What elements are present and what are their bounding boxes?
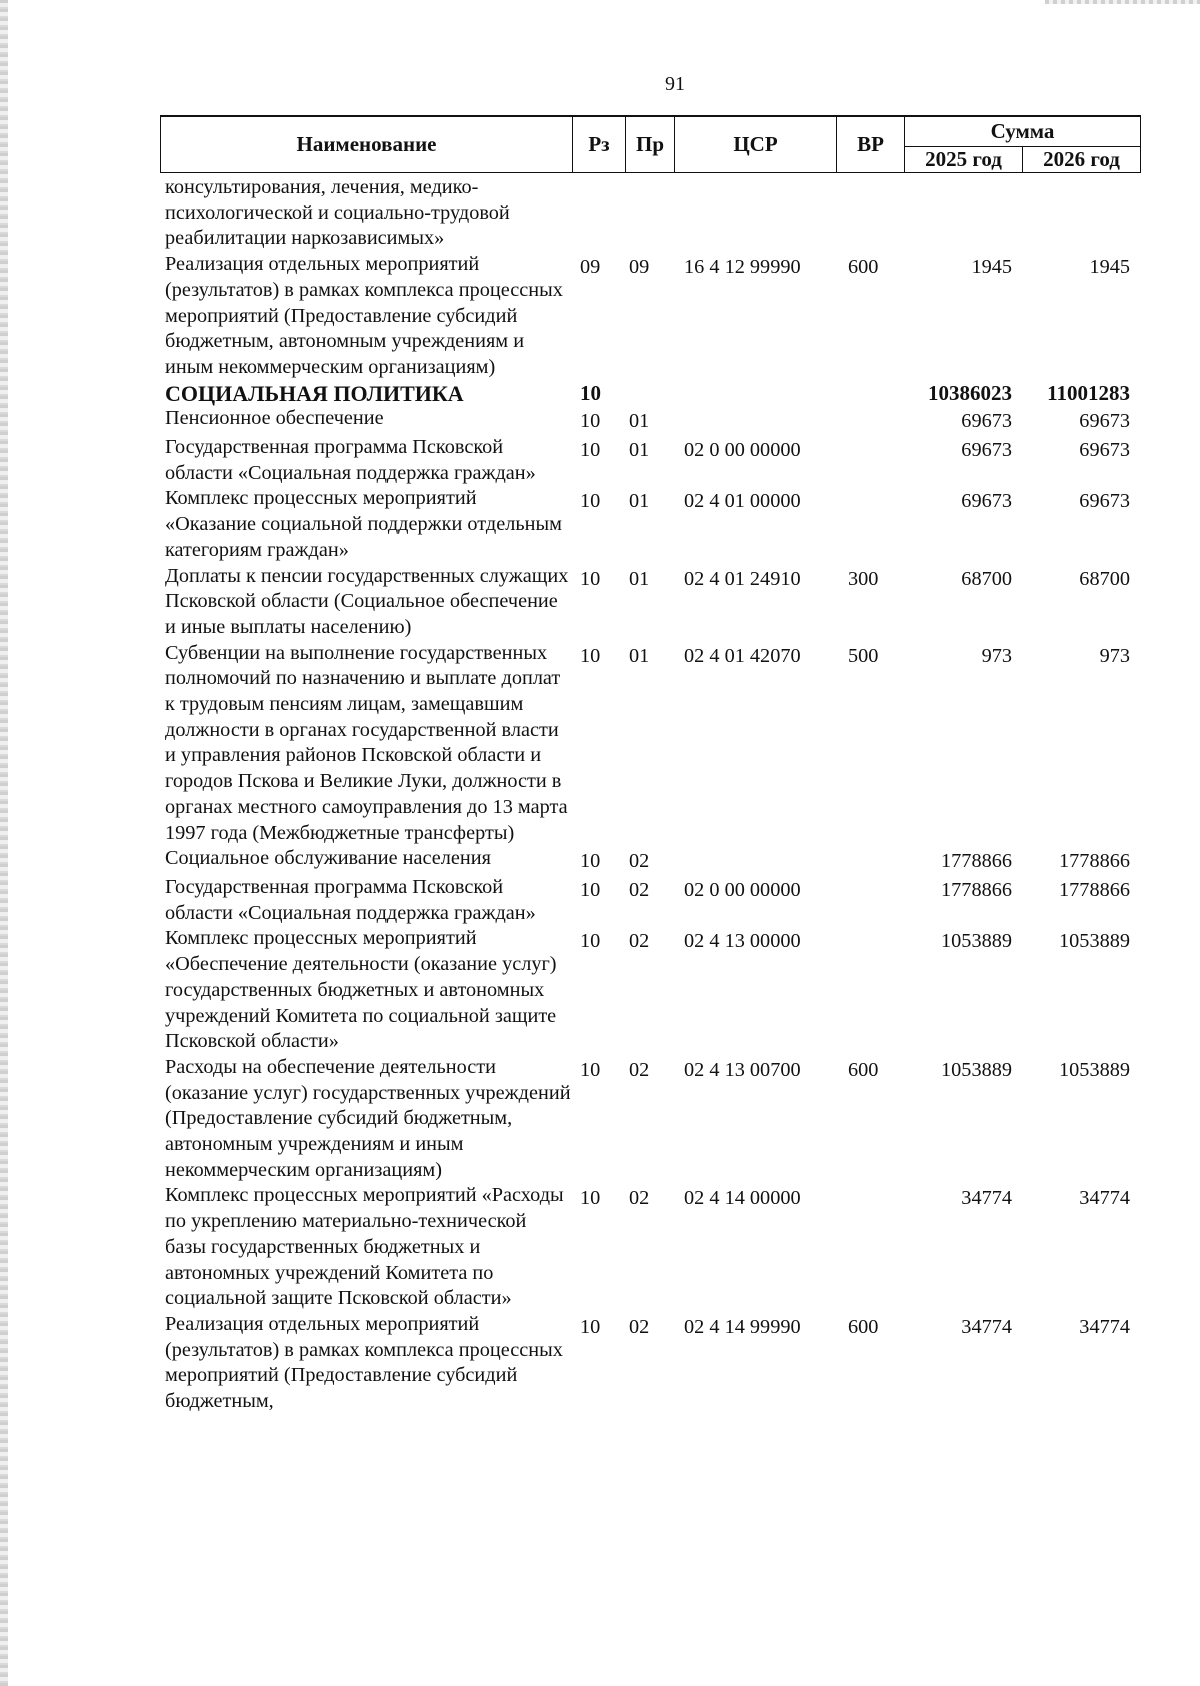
row-rz: 10 [580,930,601,953]
row-sum-2025: 973 [981,644,1012,667]
table-row [160,1312,1140,1415]
row-pr: 01 [629,490,650,513]
row-csr [674,406,836,435]
row-csr [674,381,836,407]
row-sum-2025 [904,175,1022,252]
budget-table [160,175,1140,1415]
row-vr [836,435,904,486]
row-name: консультирования, лечения, медико-психологической и социально-трудовой реабилитации наркозависимых» [165,176,510,250]
row-sum-2025: 34774 [961,1187,1012,1210]
row-rz: 10 [580,410,601,433]
table-row [160,875,1140,926]
table-row [160,641,1140,847]
row-csr: 02 4 14 99990 [684,1315,801,1338]
row-csr: 02 4 13 00700 [684,1058,801,1081]
row-pr: 01 [629,644,650,667]
row-sum-2026: 1053889 [1059,1058,1130,1081]
row-sum-2026: 69673 [1079,490,1130,513]
page-number: 91 [665,73,685,95]
row-csr: 16 4 12 99990 [684,256,801,279]
row-vr [836,175,904,252]
row-name: Реализация отдельных мероприятий (результатов) в рамках комплекса процессных мероприятий (Предоставление субсидий бюджетным, автономным учреждениям и иным некоммерческим организациям) [165,253,563,378]
row-rz [572,175,625,252]
row-sum-2025: 10386023 [928,380,1012,405]
table-row [160,846,1140,875]
table-row [160,926,1140,1055]
row-rz: 10 [580,490,601,513]
row-sum-2025: 69673 [961,490,1012,513]
row-name: Государственная программа Псковской области «Социальная поддержка граждан» [165,436,536,484]
header-year-2025: 2025 год [905,146,1023,172]
row-pr [625,381,674,407]
table-row [160,564,1140,641]
table-row [160,252,1140,381]
row-csr: 02 4 01 00000 [684,490,801,513]
row-name: Комплекс процессных мероприятий «Оказание социальной поддержки отдельным категориям граждан» [165,487,562,561]
row-sum-2026: 34774 [1079,1187,1130,1210]
header-year-2026: 2026 год [1023,146,1141,172]
row-sum-2026: 68700 [1079,567,1130,590]
table-row [160,1183,1140,1312]
row-csr: 02 4 01 24910 [684,567,801,590]
row-name: Социальное обслуживание населения [165,847,491,870]
row-pr: 02 [629,1058,650,1081]
row-vr [836,406,904,435]
row-sum-2025: 1945 [971,256,1012,279]
row-sum-2025: 1778866 [941,850,1012,873]
row-pr: 02 [629,850,650,873]
table-row [160,406,1140,435]
row-csr: 02 0 00 00000 [684,439,801,462]
row-vr [836,846,904,875]
row-rz: 10 [580,644,601,667]
row-name: Комплекс процессных мероприятий «Обеспечение деятельности (оказание услуг) государственных бюджетных и автономных учреждений Комитета по социальной защите Псковской области» [165,927,557,1053]
row-rz: 10 [580,439,601,462]
row-pr: 02 [629,1315,650,1338]
row-sum-2026 [1022,175,1140,252]
header-vr: ВР [837,116,905,172]
row-csr [674,175,836,252]
row-name: Реализация отдельных мероприятий (результатов) в рамках комплекса процессных мероприятий (Предоставление субсидий бюджетным, [165,1312,563,1413]
row-vr: 500 [848,644,879,667]
row-rz: 10 [580,1058,601,1081]
row-pr: 02 [629,1187,650,1210]
row-vr: 600 [848,256,879,279]
row-rz: 10 [580,878,601,901]
table-row [160,381,1140,407]
row-sum-2026: 1778866 [1059,878,1130,901]
header-name: Наименование [161,116,573,172]
row-vr: 600 [848,1058,879,1081]
row-vr [836,486,904,563]
row-sum-2025: 1778866 [941,878,1012,901]
scan-edge-left [0,0,8,1686]
header-csr: ЦСР [675,116,837,172]
table-row [160,486,1140,563]
header-sum: Сумма [905,116,1141,146]
row-pr: 02 [629,930,650,953]
row-rz: 09 [580,256,601,279]
row-vr [836,381,904,407]
row-csr [674,846,836,875]
row-sum-2026: 973 [1099,644,1130,667]
row-rz: 10 [580,1187,601,1210]
row-pr: 09 [629,256,650,279]
row-name: Доплаты к пенсии государственных служащих Псковской области (Социальное обеспечение и иные выплаты населению) [165,564,569,638]
row-pr: 01 [629,439,650,462]
table-header [160,115,1141,173]
row-sum-2025: 1053889 [941,1058,1012,1081]
header-rz: Рз [573,116,626,172]
row-name: Пенсионное обеспечение [165,407,384,430]
row-sum-2025: 69673 [961,410,1012,433]
row-name: Расходы на обеспечение деятельности (оказание услуг) государственных учреждений (Предоставление субсидий бюджетным, автономным учреждениям и иным некоммерческим организациям) [165,1055,571,1181]
row-sum-2025: 69673 [961,439,1012,462]
row-vr [836,1183,904,1312]
row-sum-2026: 69673 [1079,410,1130,433]
row-sum-2026: 34774 [1079,1315,1130,1338]
row-name: Комплекс процессных мероприятий «Расходы по укреплению материально-технической базы государственных бюджетных и автономных учреждений Комитета по социальной защите Псковской области» [165,1184,564,1310]
row-pr: 01 [629,410,650,433]
row-csr: 02 4 14 00000 [684,1187,801,1210]
table-row [160,1055,1140,1184]
row-pr: 01 [629,567,650,590]
row-sum-2026: 69673 [1079,439,1130,462]
header-pr: Пр [626,116,675,172]
table-row [160,175,1140,252]
row-sum-2025: 1053889 [941,930,1012,953]
table-row [160,435,1140,486]
row-name: Субвенции на выполнение государственных полномочий по назначению и выплате доплат к трудовым пенсиям лицам, замещавшим должности в органах государственной власти и управления районов Псковской области и городов Пскова и Великие Луки, должности в органах местного самоуправления до 13 марта 1997 года (Межбюджетные трансферты) [165,641,568,844]
row-rz: 10 [580,567,601,590]
row-csr: 02 4 13 00000 [684,930,801,953]
scan-edge-top [1045,0,1200,4]
row-vr [836,926,904,1055]
row-vr: 300 [848,567,879,590]
row-sum-2026: 1053889 [1059,930,1130,953]
row-sum-2026: 11001283 [1047,380,1130,405]
row-rz: 10 [580,850,601,873]
row-vr [836,875,904,926]
row-sum-2025: 34774 [961,1315,1012,1338]
table-body-wrapper [160,175,1140,1415]
row-rz: 10 [580,380,601,405]
row-csr: 02 4 01 42070 [684,644,801,667]
row-pr: 02 [629,878,650,901]
row-pr [625,175,674,252]
row-name: Государственная программа Псковской области «Социальная поддержка граждан» [165,875,536,924]
row-csr: 02 0 00 00000 [684,878,801,901]
row-sum-2026: 1778866 [1059,850,1130,873]
row-rz: 10 [580,1315,601,1338]
row-name: СОЦИАЛЬНАЯ ПОЛИТИКА [165,380,464,406]
row-vr: 600 [848,1315,879,1338]
row-sum-2026: 1945 [1089,256,1130,279]
row-sum-2025: 68700 [961,567,1012,590]
